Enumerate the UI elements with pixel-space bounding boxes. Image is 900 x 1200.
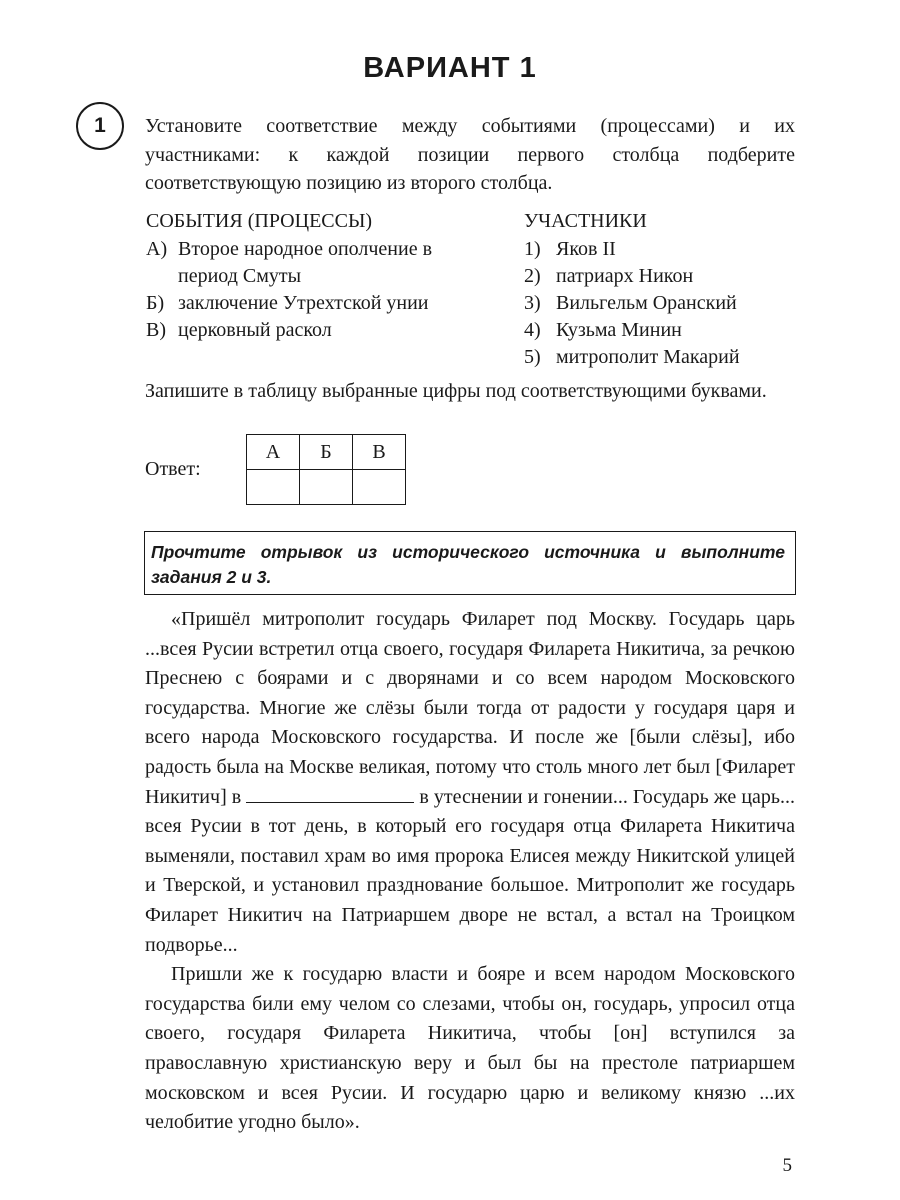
event-item xyxy=(146,236,486,290)
page-title: ВАРИАНТ 1 xyxy=(363,52,537,84)
answer-column-a: А xyxy=(247,435,300,470)
source-excerpt xyxy=(145,605,795,1138)
answer-label: Ответ: xyxy=(145,458,201,480)
source-paragraph-1 xyxy=(145,605,795,960)
events-list xyxy=(146,236,486,344)
answer-column-b: Б xyxy=(300,435,353,470)
participant-item xyxy=(524,344,804,371)
participant-key: 4) xyxy=(524,319,541,341)
event-key: В) xyxy=(146,319,166,341)
participant-key: 2) xyxy=(524,265,541,287)
answer-header-row xyxy=(247,435,406,470)
participant-key: 5) xyxy=(524,346,541,368)
participants-header: УЧАСТНИКИ xyxy=(524,210,647,232)
page-number: 5 xyxy=(782,1155,792,1176)
answer-cell-v[interactable] xyxy=(353,470,406,505)
task-number-circle: 1 xyxy=(76,102,124,150)
participant-key: 3) xyxy=(524,292,541,314)
event-item xyxy=(146,290,486,317)
participant-key: 1) xyxy=(524,238,541,260)
participant-item xyxy=(524,263,804,290)
source-paragraph-2 xyxy=(145,960,795,1138)
answer-column-v: В xyxy=(353,435,406,470)
source-instruction-box: Прочтите отрывок из исторического источника и выполните задания 2 и 3. xyxy=(144,531,796,595)
event-text: заключение Утрехтской унии xyxy=(178,292,429,314)
answer-cell-a[interactable] xyxy=(247,470,300,505)
event-text: Второе народное ополчение в период Смуты xyxy=(178,238,433,287)
participant-item xyxy=(524,290,804,317)
event-text: церковный раскол xyxy=(178,319,332,341)
answer-input-row xyxy=(247,470,406,505)
participants-list xyxy=(524,236,804,371)
source-text-paragraph-2: Пришли же к государю власти и бояре и всем народом Московского государства били ему челом со слезами, чтобы он, государь, упросил отца своего, государя Филарета Никитича, чтобы [он] вступился за православную христианскую веру и был бы на престоле патриаршем московском и всея Русии. И государю царю и великому князю ...их челобитие угодно было». xyxy=(145,963,795,1134)
participant-item xyxy=(524,317,804,344)
event-key: Б) xyxy=(146,292,165,314)
answer-instruction: Запишите в таблицу выбранные цифры под соответствующими буквами. xyxy=(145,380,767,402)
source-text-before-blank: «Пришёл митрополит государь Филарет под Москву. Государь царь ...всея Русии встретил отца своего, государя Филарета Никитича, за речкою Преснею с боярами и с дворянами и со всем народом Московского государства. Многие же слёзы были тогда от радости у государя царя и всего народа Московского государства. И после же [были слёзы], ибо радость была на Москве великая, потому что столь много лет был [Филарет Никитич] в xyxy=(145,608,795,808)
participant-text: Кузьма Минин xyxy=(556,319,682,341)
answer-table xyxy=(246,434,406,505)
events-header: СОБЫТИЯ (ПРОЦЕССЫ) xyxy=(146,210,373,232)
source-text-after-blank: в утеснении и гонении... Государь же царь... всея Русии в тот день, в который его государя отца Филарета Никитича выменяли, поставил храм во имя пророка Елисея между Никитской улицей и Тверской, и установил празднование большое. Митрополит же государь Филарет Никитич на Патриаршем дворе не встал, а встал на Троицком подворье... xyxy=(145,785,796,956)
fill-in-blank xyxy=(246,784,414,803)
task-instruction: Установите соответствие между событиями (процессами) и их участниками: к каждой позиции первого столбца подберите соответствующую позицию из второго столбца. xyxy=(145,115,795,194)
participant-text: патриарх Никон xyxy=(556,265,694,287)
participant-text: Яков II xyxy=(556,238,616,260)
event-item xyxy=(146,317,486,344)
answer-cell-b[interactable] xyxy=(300,470,353,505)
event-key: А) xyxy=(146,238,168,260)
participant-item xyxy=(524,236,804,263)
participant-text: Вильгельм Оранский xyxy=(556,292,737,314)
participant-text: митрополит Макарий xyxy=(556,346,740,368)
